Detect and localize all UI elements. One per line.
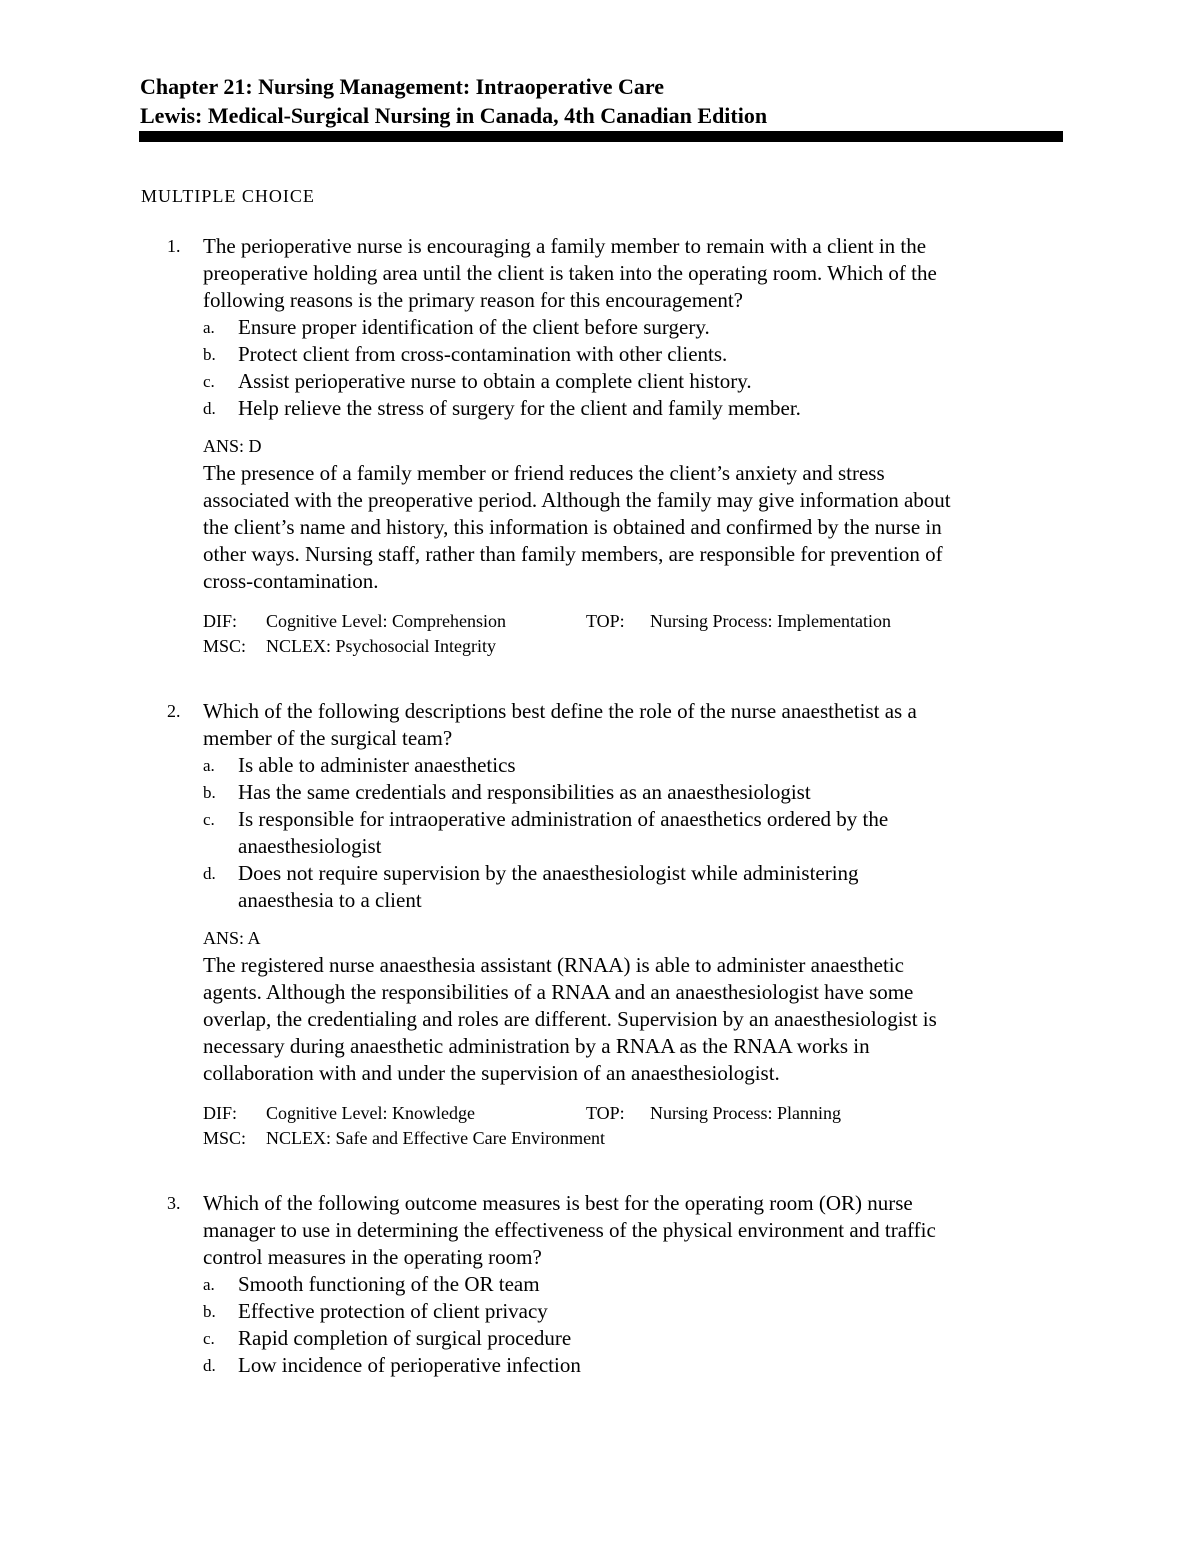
rationale-line: associated with the preoperative period. Although the family may give information about — [203, 488, 951, 512]
option-d — [140, 1352, 1060, 1379]
question-3 — [140, 1190, 1060, 1379]
header-rule — [139, 131, 1063, 142]
question-1 — [140, 233, 1060, 659]
option-letter: a. — [203, 1275, 215, 1294]
dif-value: Cognitive Level: Comprehension — [266, 611, 506, 631]
msc-label: MSC: — [203, 1128, 247, 1148]
option-text: Is responsible for intraoperative administration of anaesthetics ordered by the — [238, 807, 889, 831]
msc-value: NCLEX: Psychosocial Integrity — [266, 636, 496, 656]
question-stem-line: Which of the following descriptions best define the role of the nurse anaesthetist as a — [203, 699, 917, 723]
rationale-line: The presence of a family member or friend reduces the client’s anxiety and stress — [203, 461, 885, 485]
question-number: 2. — [167, 701, 181, 721]
option-letter: a. — [203, 756, 215, 775]
option-text: Rapid completion of surgical procedure — [238, 1326, 572, 1350]
option-text: anaesthesiologist — [238, 834, 382, 858]
answer-key: ANS: A — [203, 928, 261, 948]
rationale-line: cross-contamination. — [203, 569, 379, 593]
option-letter: b. — [203, 345, 216, 364]
question-stem-line: preoperative holding area until the client is taken into the operating room. Which of the — [203, 261, 937, 285]
option-c — [140, 1325, 1060, 1352]
option-letter: b. — [203, 783, 216, 802]
option-text: Assist perioperative nurse to obtain a complete client history. — [238, 369, 752, 393]
top-value: Nursing Process: Planning — [650, 1103, 841, 1123]
option-text: Does not require supervision by the anaesthesiologist while administering — [238, 861, 859, 885]
question-stem-line: Which of the following outcome measures is best for the operating room (OR) nurse — [203, 1191, 913, 1215]
option-letter: c. — [203, 372, 215, 391]
question-stem-line: control measures in the operating room? — [203, 1245, 542, 1269]
option-text: Smooth functioning of the OR team — [238, 1272, 540, 1296]
option-text: Is able to administer anaesthetics — [238, 753, 516, 777]
option-letter: a. — [203, 318, 215, 337]
question-stem-line: The perioperative nurse is encouraging a family member to remain with a client in the — [203, 234, 927, 258]
option-b — [140, 1298, 1060, 1325]
option-letter: c. — [203, 1329, 215, 1348]
option-b — [140, 341, 1060, 368]
chapter-title: Chapter 21: Nursing Management: Intraoperative Care — [140, 74, 665, 99]
option-text: Has the same credentials and responsibilities as an anaesthesiologist — [238, 780, 811, 804]
option-c — [140, 806, 1060, 833]
option-letter: c. — [203, 810, 215, 829]
dif-label: DIF: — [203, 1103, 238, 1123]
option-text: Protect client from cross-contamination with other clients. — [238, 342, 728, 366]
question-stem-line: member of the surgical team? — [203, 726, 453, 750]
top-label: TOP: — [586, 611, 625, 631]
rationale-line: necessary during anaesthetic administration by a RNAA as the RNAA works in — [203, 1034, 870, 1058]
question-number: 1. — [167, 236, 181, 256]
question-metadata — [140, 1101, 1060, 1126]
rationale-line: the client’s name and history, this information is obtained and confirmed by the nurse in — [203, 515, 942, 539]
option-text: anaesthesia to a client — [238, 888, 422, 912]
dif-label: DIF: — [203, 611, 238, 631]
option-b — [140, 779, 1060, 806]
option-text: Effective protection of client privacy — [238, 1299, 548, 1323]
top-value: Nursing Process: Implementation — [650, 611, 891, 631]
rationale-line: The registered nurse anaesthesia assistant (RNAA) is able to administer anaesthetic — [203, 953, 904, 977]
option-text: Ensure proper identification of the client before surgery. — [238, 315, 710, 339]
option-letter: d. — [203, 1356, 216, 1375]
option-d — [140, 860, 1060, 887]
question-metadata — [140, 634, 1060, 659]
dif-value: Cognitive Level: Knowledge — [266, 1103, 475, 1123]
option-d — [140, 395, 1060, 422]
question-2 — [140, 698, 1060, 1151]
msc-value: NCLEX: Safe and Effective Care Environment — [266, 1128, 606, 1148]
rationale-line: overlap, the credentialing and roles are different. Supervision by an anaesthesiologist is — [203, 1007, 937, 1031]
rationale-line: other ways. Nursing staff, rather than family members, are responsible for prevention of — [203, 542, 943, 566]
option-text: Low incidence of perioperative infection — [238, 1353, 581, 1377]
option-letter: d. — [203, 399, 216, 418]
option-a — [140, 314, 1060, 341]
top-label: TOP: — [586, 1103, 625, 1123]
question-metadata — [140, 609, 1060, 634]
question-stem-line: following reasons is the primary reason for this encouragement? — [203, 288, 744, 312]
rationale-line: collaboration with and under the supervision of an anaesthesiologist. — [203, 1061, 780, 1085]
option-a — [140, 1271, 1060, 1298]
option-letter: d. — [203, 864, 216, 883]
option-c — [140, 368, 1060, 395]
rationale-line: agents. Although the responsibilities of a RNAA and an anaesthesiologist have some — [203, 980, 914, 1004]
question-stem-line: manager to use in determining the effectiveness of the physical environment and traffic — [203, 1218, 936, 1242]
option-a — [140, 752, 1060, 779]
answer-key: ANS: D — [203, 436, 262, 456]
question-metadata — [140, 1126, 1060, 1151]
msc-label: MSC: — [203, 636, 247, 656]
book-title: Lewis: Medical-Surgical Nursing in Canada, 4th Canadian Edition — [140, 103, 768, 128]
question-number: 3. — [167, 1193, 181, 1213]
section-title: MULTIPLE CHOICE — [141, 186, 315, 206]
option-text: Help relieve the stress of surgery for the client and family member. — [238, 396, 801, 420]
option-letter: b. — [203, 1302, 216, 1321]
